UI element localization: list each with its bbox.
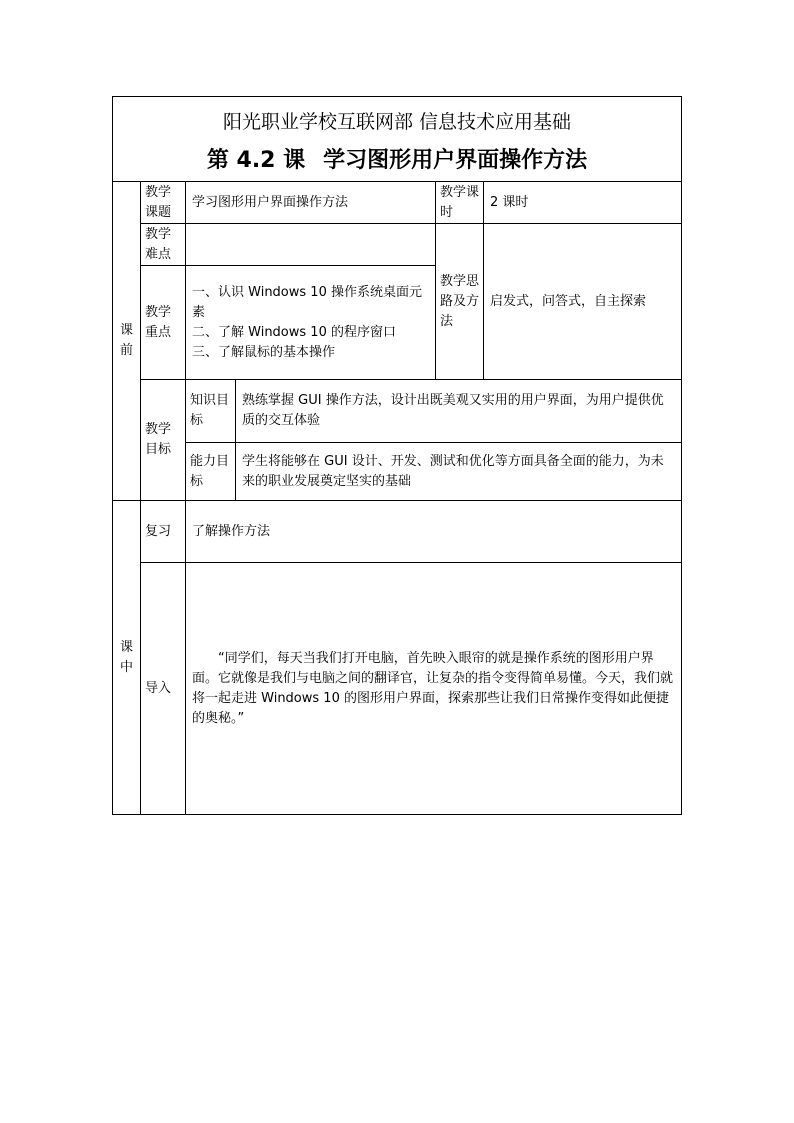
school-line: 阳光职业学校互联网部 信息技术应用基础 bbox=[222, 111, 572, 133]
method-value: 启发式，问答式，自主探索 bbox=[484, 224, 682, 380]
method-label: 教学思路及方法 bbox=[436, 224, 484, 380]
lesson-plan-document bbox=[112, 96, 681, 815]
lesson-heading bbox=[113, 146, 681, 176]
difficulty-label: 教学难点 bbox=[141, 224, 186, 266]
before-class-section-label bbox=[113, 182, 141, 501]
in-class-section-label bbox=[113, 501, 141, 815]
topic-label: 教学课题 bbox=[141, 182, 186, 224]
ability-goal-row bbox=[113, 443, 682, 501]
ability-goal-label: 能力目标 bbox=[186, 443, 236, 501]
lesson-plan-table bbox=[112, 96, 682, 815]
intro-value: “同学们，每天当我们打开电脑，首先映入眼帘的就是操作系统的图形用户界面。它就像是我们与电脑之间的翻译官，让复杂的指令变得简单易懂。今天，我们就将一起走进 Windows 10 的图形用户界面，探索那些让我们日常操作变得如此便捷的奥秘。” bbox=[186, 563, 682, 815]
goals-label: 教学目标 bbox=[141, 380, 186, 501]
review-row bbox=[113, 501, 682, 563]
title-cell bbox=[113, 97, 682, 182]
focus-label: 教学重点 bbox=[141, 266, 186, 380]
hours-label: 教学课时 bbox=[436, 182, 484, 224]
lesson-title: 学习图形用户界面操作方法 bbox=[323, 148, 588, 173]
knowledge-goal-value: 熟练掌握 GUI 操作方法，设计出既美观又实用的用户界面，为用户提供优质的交互体验 bbox=[236, 380, 682, 443]
intro-label: 导入 bbox=[141, 563, 186, 815]
ability-goal-value: 学生将能够在 GUI 设计、开发、测试和优化等方面具备全面的能力，为未来的职业发展奠定坚实的基础 bbox=[236, 443, 682, 501]
in-class-label-text: 课 中 bbox=[119, 639, 133, 675]
focus-list bbox=[186, 266, 436, 380]
topic-row bbox=[113, 182, 682, 224]
review-value: 了解操作方法 bbox=[186, 501, 682, 563]
hours-value: 2 课时 bbox=[484, 182, 682, 224]
knowledge-goal-label: 知识目标 bbox=[186, 380, 236, 443]
before-class-label-text: 课 前 bbox=[119, 323, 133, 358]
review-label: 复习 bbox=[141, 501, 186, 563]
difficulty-row bbox=[113, 224, 682, 266]
topic-value: 学习图形用户界面操作方法 bbox=[186, 182, 436, 224]
difficulty-value bbox=[186, 224, 436, 266]
title-row bbox=[113, 97, 682, 182]
focus-item-2: 二、了解 Windows 10 的程序窗口 bbox=[192, 324, 396, 340]
focus-item-1: 一、认识 Windows 10 操作系统桌面元素 bbox=[192, 284, 422, 320]
intro-row bbox=[113, 563, 682, 815]
knowledge-goal-row bbox=[113, 380, 682, 443]
focus-item-3: 三、了解鼠标的基本操作 bbox=[192, 344, 336, 360]
lesson-number: 第 4.2 课 bbox=[206, 148, 306, 173]
